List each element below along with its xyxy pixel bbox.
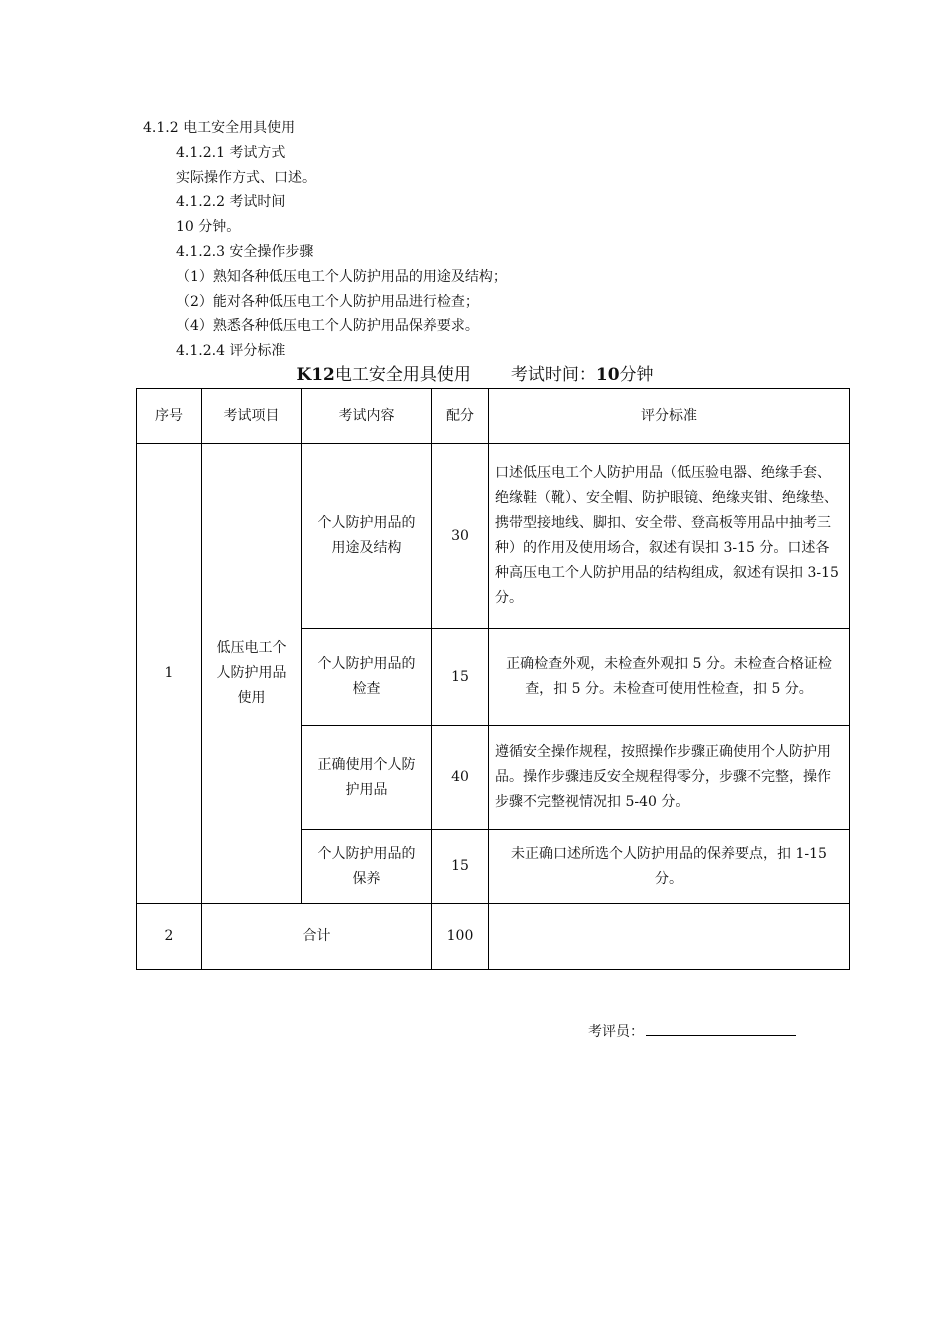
table-header-row [137, 389, 850, 444]
content-cell: 个人防护用品的检查 [302, 629, 432, 726]
step-item: （2）能对各种低压电工个人防护用品进行检查； [176, 294, 479, 310]
examiner-label: 考评员： [588, 1024, 644, 1040]
score-cell: 30 [432, 444, 489, 629]
score-cell: 15 [432, 830, 489, 904]
exam-time: 10 分钟。 [176, 219, 241, 235]
exam-time-heading: 4.1.2.2 考试时间 [176, 194, 286, 210]
total-label: 合计 [202, 904, 432, 970]
content-cell: 正确使用个人防护用品 [302, 726, 432, 830]
header-item: 考试项目 [202, 389, 302, 444]
total-row [137, 904, 850, 970]
time-value: 10 [595, 365, 620, 385]
scoring-table [136, 388, 850, 970]
item-name: 低压电工个人防护用品使用 [202, 444, 302, 904]
table-name: 电工安全用具使用 [334, 365, 471, 385]
section-heading: 4.1.2 电工安全用具使用 [143, 120, 296, 136]
steps-heading: 4.1.2.3 安全操作步骤 [176, 244, 314, 260]
criteria-cell: 口述低压电工个人防护用品（低压验电器、绝缘手套、绝缘鞋（靴）、安全帽、防护眼镜、绝缘夹钳、绝缘垫、携带型接地线、脚扣、安全带、登高板等用品中抽考三种）的作用及使用场合，叙述有误扣 3-15 分。口述各种高压电工个人防护用品的结构组成，叙述有误扣 3-15 分。 [489, 444, 850, 629]
criteria-cell: 遵循安全操作规程，按照操作步骤正确使用个人防护用品。操作步骤违反安全规程得零分，步骤不完整，操作步骤不完整视情况扣 5-40 分。 [489, 726, 850, 830]
exam-method-heading: 4.1.2.1 考试方式 [176, 145, 286, 161]
table-code: K12 [296, 365, 335, 385]
total-score: 100 [432, 904, 489, 970]
total-criteria [489, 904, 850, 970]
content-cell: 个人防护用品的用途及结构 [302, 444, 432, 629]
signature-blank-line [646, 1020, 796, 1036]
header-content: 考试内容 [302, 389, 432, 444]
table-title [0, 364, 950, 386]
step-item: （4）熟悉各种低压电工个人防护用品保养要求。 [176, 318, 479, 334]
header-no: 序号 [137, 389, 202, 444]
time-label: 考试时间： [510, 365, 596, 385]
header-score: 配分 [432, 389, 489, 444]
header-criteria: 评分标准 [489, 389, 850, 444]
score-cell: 40 [432, 726, 489, 830]
score-cell: 15 [432, 629, 489, 726]
criteria-heading: 4.1.2.4 评分标准 [176, 343, 286, 359]
time-unit: 分钟 [619, 365, 654, 385]
step-item: （1）熟知各种低压电工个人防护用品的用途及结构； [176, 269, 507, 285]
total-no: 2 [137, 904, 202, 970]
content-cell: 个人防护用品的保养 [302, 830, 432, 904]
examiner-signature [588, 1020, 796, 1042]
criteria-cell: 正确检查外观，未检查外观扣 5 分。未检查合格证检查，扣 5 分。未检查可使用性检查，扣 5 分。 [489, 629, 850, 726]
item-no: 1 [137, 444, 202, 904]
table-row [137, 444, 850, 629]
exam-method: 实际操作方式、口述。 [176, 170, 316, 186]
criteria-cell: 未正确口述所选个人防护用品的保养要点，扣 1-15 分。 [489, 830, 850, 904]
